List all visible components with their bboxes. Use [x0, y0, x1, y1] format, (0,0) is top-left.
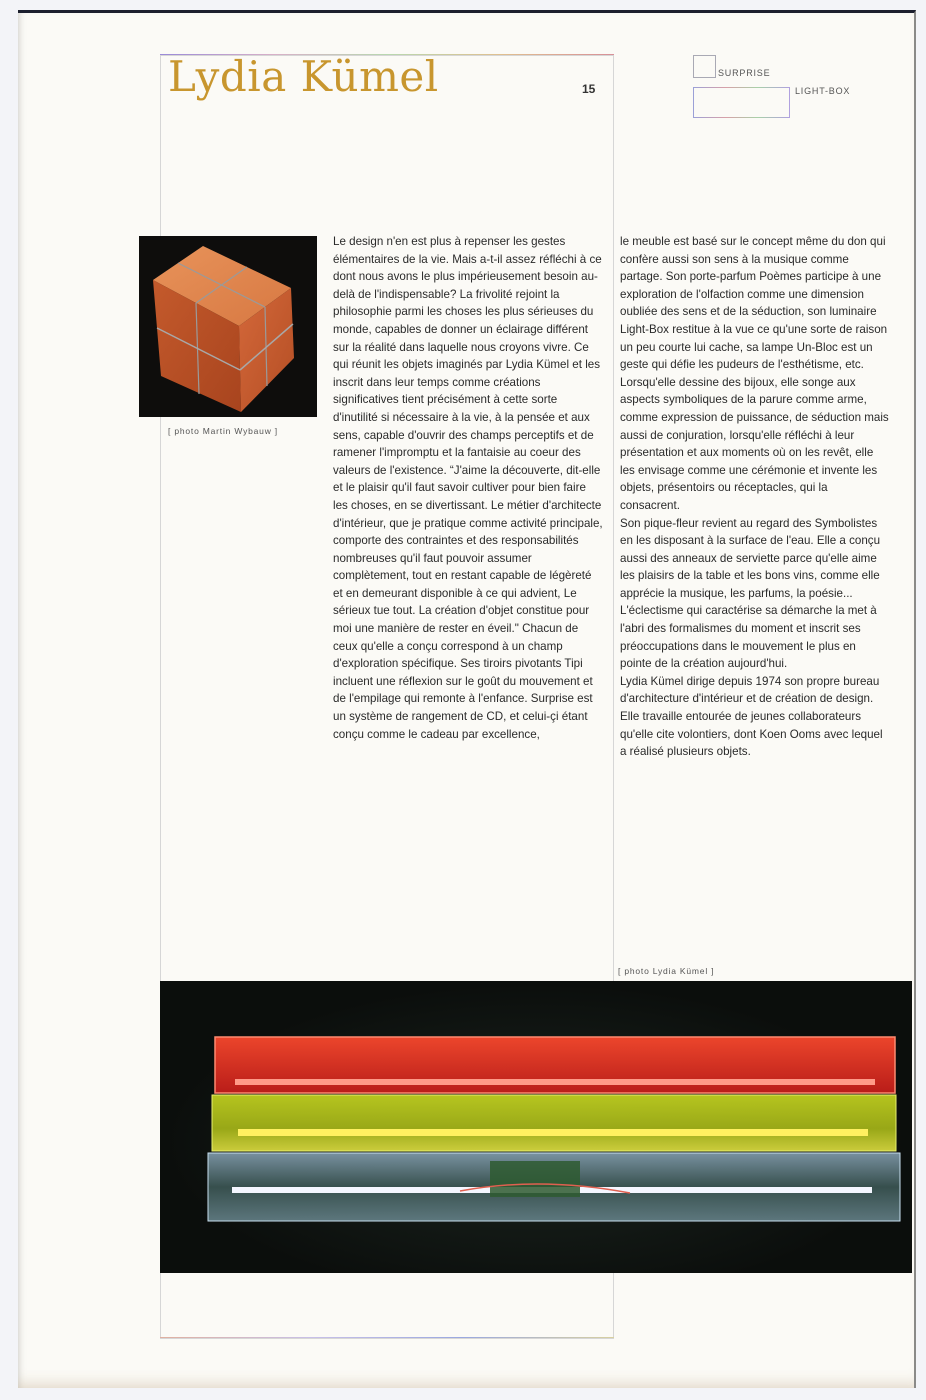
surprise-tag-box	[693, 55, 716, 78]
lightbox-tag-label: LIGHT-BOX	[795, 86, 851, 96]
lightbox-tag-box	[693, 87, 790, 118]
surprise-tag-label: SURPRISE	[718, 68, 771, 78]
article-column-left	[333, 233, 603, 743]
article-column-right	[620, 233, 890, 761]
article-paragraph: Le design n'en est plus à repenser les gestes élémentaires de la vie. Mais a-t-il assez réfléchi à ce dont nous avons le plus impérieusement besoin au-delà de l'indispensable? La frivolité rejoint la philosophie parmi les choses les plus sérieuses du monde, capables de donner un éclairage différent sur la réalité dans laquelle nous croyons vivre. Ce qui réunit les objets imaginés par Lydia Kümel et les inscrit dans leur temps comme créations significatives tient précisément à cette sorte d'inutilité si nécessaire à la vie, à la pensée et aux sens, capable d'ouvrir des champs perceptifs et de ramener l'impromptu et la fantaisie au coeur des valeurs de l'existence. “J'aime la découverte, dit-elle et le plaisir qu'il faut savoir cultiver pour bien faire les choses, en se divertissant. Le métier d'architecte d'intérieur, que je pratique comme activité principale, comporte des contraintes et des responsabilités nombreuses qu'il faut pouvoir assumer complètement, tout en restant capable de légèreté et en demeurant disponible à ce qui advient, Le sérieux tue tout. La création d'objet constitue pour moi une manière de rester en éveil." Chacun de ceux qu'elle a conçu correspond à un champ d'exploration spécifique. Ses tiroirs pivotants Tipi incluent une réflexion sur le goût du mouvement et de l'empilage qui remonte à l'enfance. Surprise est un système de rangement de CD, et celui-çi étant conçu comme le cadeau par excellence,	[333, 235, 603, 741]
article-paragraph: le meuble est basé sur le concept même du don qui confère aussi son sens à la musique comme partage. Son porte-parfum Poèmes participe à une exploration de l'olfaction comme une dimension oubliée des sens et de la séduction, son luminaire Light-Box restitue à la vue ce qu'une sorte de raison un peu courte lui cache, sa lampe Un-Bloc est un geste qui défie les pudeurs de l'esthétisme, etc. Lorsqu'elle dessine des bijoux, elle songe aux aspects symboliques de la parure comme arme, comme expression de puissance, de séduction mais aussi de conjuration, lorsqu'elle réfléchi à leur présentation et aux moments où on les revêt, elle les envisage comme une cérémonie et invente les objets, présentoirs ou réceptacles, qui la consacrent.	[620, 235, 889, 512]
lightbox-photo	[160, 981, 912, 1273]
article-paragraph: L'éclectisme qui caractérise sa démarche la met à l'abri des formalismes du moment et inscrit ses préoccupations dans le mouvement le plus en pointe de la création aujourd'hui.	[620, 604, 877, 671]
lightbox-photo-caption: [ photo Lydia Kümel ]	[618, 966, 715, 976]
frame-bottom-rule	[160, 1337, 614, 1338]
article-paragraph: Son pique-fleur revient au regard des Symbolistes en les disposant à la surface de l'eau. Elle a conçu aussi des anneaux de serviette parce qu'elle aime les plaisirs de la table et les bons vins, comme elle apprécie la musique, les parfums, la poésie...	[620, 516, 881, 600]
lightbox-image-icon	[160, 981, 912, 1273]
page-title: Lydia Kümel	[168, 52, 439, 101]
cube-image-icon	[139, 236, 317, 417]
cube-photo-caption: [ photo Martin Wybauw ]	[168, 426, 278, 436]
article-paragraph: Lydia Kümel dirige depuis 1974 son propre bureau d'architecture d'intérieur et de création de design. Elle travaille entourée de jeunes collaborateurs qu'elle cite volontiers, dont Koen Ooms avec lequel a réalisé plusieurs objets.	[620, 674, 883, 759]
cube-photo	[139, 236, 317, 417]
page-number: 15	[582, 82, 596, 96]
